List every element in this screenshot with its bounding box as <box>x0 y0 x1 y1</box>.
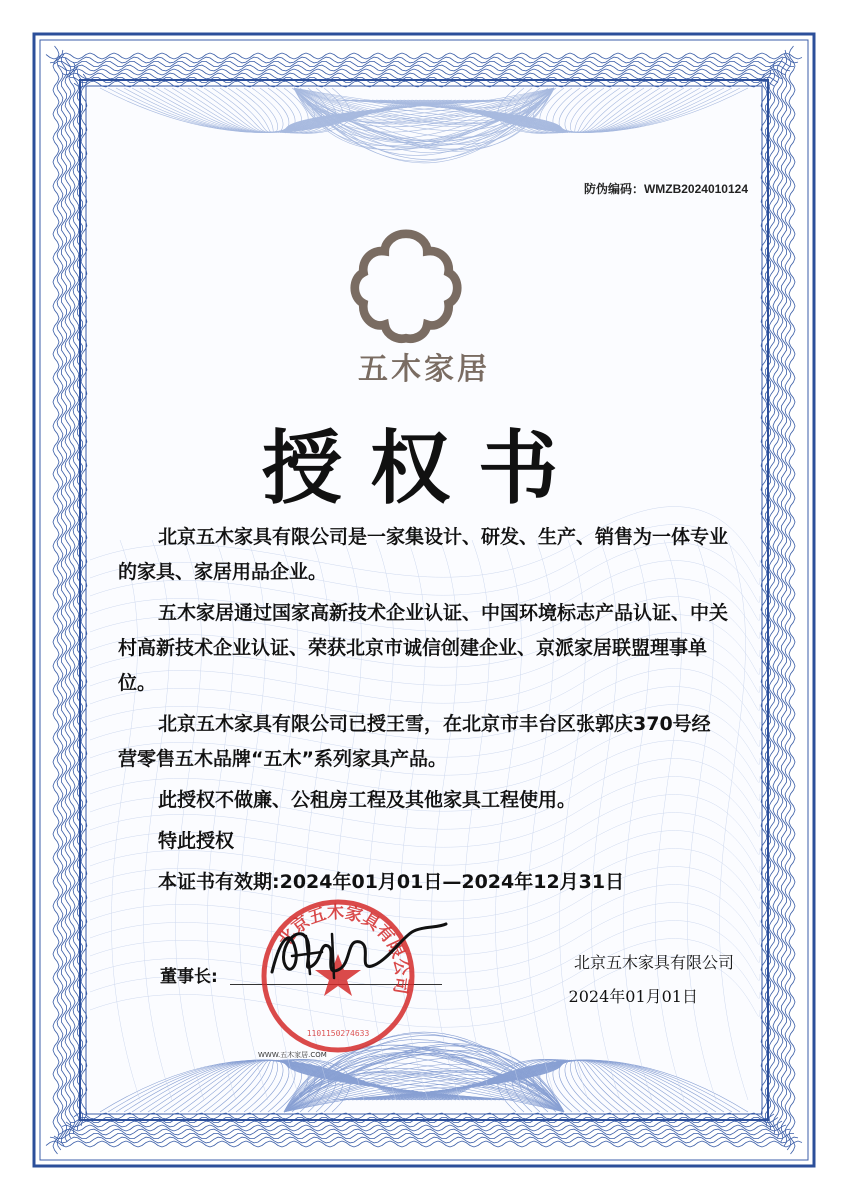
paragraph-certifications: 五木家居通过国家高新技术企业认证、中国环境标志产品认证、中关村高新技术企业认证、荣获北京市诚信创建企业、京派家居联盟理事单位。 <box>118 602 729 694</box>
issue-date: 2024年01月01日 <box>568 987 698 1006</box>
certificate-text <box>118 520 728 906</box>
paragraph-authorization: 北京五木家具有限公司已授王雪，在北京市丰台区张郭庆370号经营零售五木品牌“五木”系列家具产品。 <box>118 713 711 770</box>
line-restriction: 此授权不做廉、公租房工程及其他家具工程使用。 <box>158 789 577 811</box>
brand-logo-icon <box>348 228 464 344</box>
handwritten-signature <box>262 912 452 992</box>
svg-text:北京五木家具有限公司: 北京五木家具有限公司 <box>274 902 412 996</box>
line-validity: 本证书有效期:2024年01月01日—2024年12月31日 <box>158 871 625 893</box>
issuer-company: 北京五木家具有限公司 <box>573 953 734 972</box>
chairman-label: 董事长: <box>160 967 218 987</box>
line-special: 特此授权 <box>158 830 235 852</box>
certificate-title: 授权书 <box>262 421 586 515</box>
anti-counterfeit-code: 防伪编码：WMZB2024010124 <box>583 182 748 196</box>
brand-name: 五木家居 <box>358 352 490 387</box>
website-text: WWW.五木家居.COM <box>258 1051 327 1059</box>
svg-text:1101150274633: 1101150274633 <box>306 1029 370 1038</box>
paragraph-intro: 北京五木家具有限公司是一家集设计、研发、生产、销售为一体专业的家具、家居用品企业。 <box>118 526 729 583</box>
